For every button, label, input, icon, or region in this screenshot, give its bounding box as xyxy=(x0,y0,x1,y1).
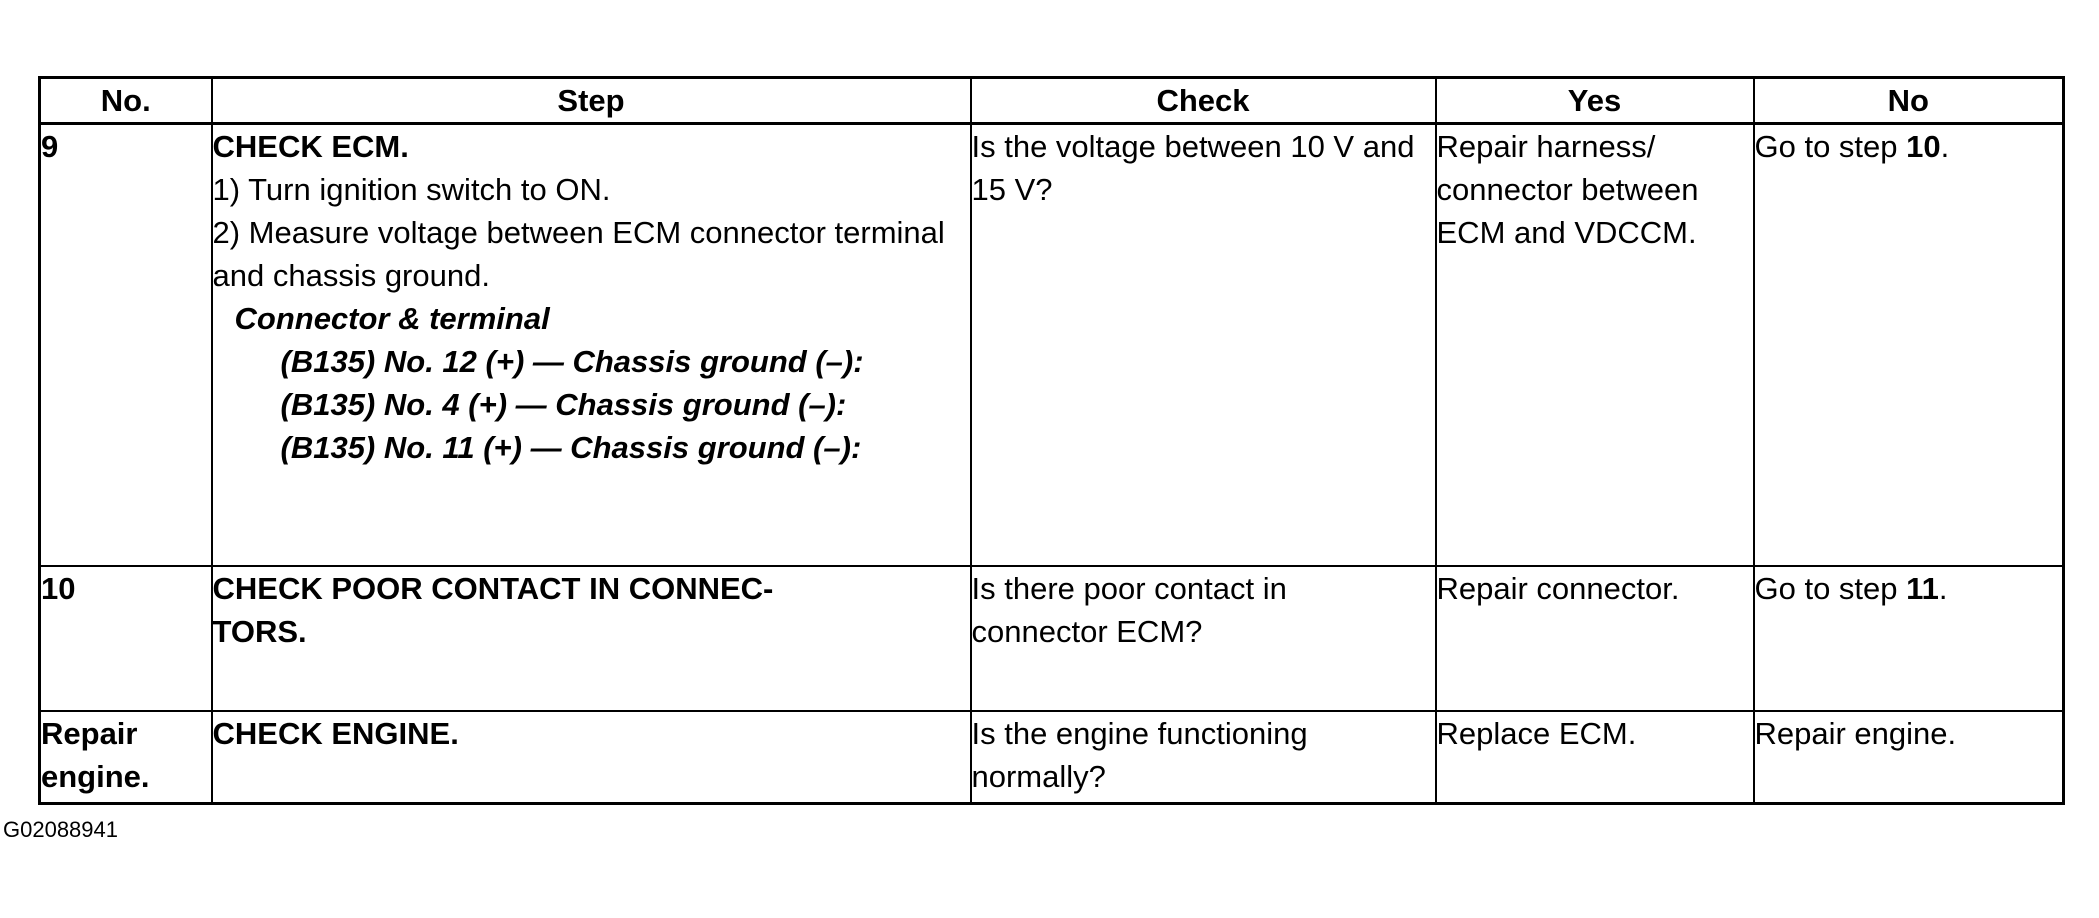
connector-heading: Connector & terminal xyxy=(234,301,550,336)
table-row xyxy=(40,124,2064,567)
step-title: CHECK ENGINE. xyxy=(212,716,459,751)
step-cell xyxy=(212,566,971,711)
yes-cell: Repair harness/ connector between ECM and VDCCM. xyxy=(1436,124,1754,567)
no-action-suffix: . xyxy=(1938,571,1948,606)
no-cell xyxy=(1754,566,2064,711)
yes-cell: Repair connector. xyxy=(1436,566,1754,711)
header-step: Step xyxy=(212,78,971,124)
header-no-result: No xyxy=(1754,78,2064,124)
step-instruction: 2) Measure voltage between ECM connector terminal and chassis ground. xyxy=(212,215,945,293)
step-title: CHECK ECM. xyxy=(212,129,409,164)
check-cell: Is there poor contact in connector ECM? xyxy=(971,566,1436,711)
header-check: Check xyxy=(971,78,1436,124)
connector-item: (B135) No. 4 (+) — Chassis ground (–): xyxy=(280,387,847,422)
step-cell xyxy=(212,124,971,567)
diagnostic-table xyxy=(38,76,2065,805)
step-cell xyxy=(212,711,971,804)
no-action-text: Go to step xyxy=(1754,129,1907,164)
next-step-number: 10 xyxy=(1906,129,1941,164)
check-cell: Is the voltage between 10 V and 15 V? xyxy=(971,124,1436,567)
connector-item: (B135) No. 12 (+) — Chassis ground (–): xyxy=(280,344,864,379)
step-number: 9 xyxy=(40,124,212,567)
header-no: No. xyxy=(40,78,212,124)
no-cell xyxy=(1754,124,2064,567)
next-step-number: 11 xyxy=(1906,571,1939,606)
no-action-text: Go to step xyxy=(1754,571,1907,606)
no-action-suffix: . xyxy=(1940,129,1950,164)
yes-cell: Replace ECM. xyxy=(1436,711,1754,804)
check-cell: Is the engine functioning normally? xyxy=(971,711,1436,804)
table-row xyxy=(40,711,2064,804)
table-header-row xyxy=(40,78,2064,124)
table-row xyxy=(40,566,2064,711)
no-cell: Repair engine. xyxy=(1754,711,2064,804)
figure-id: G02088941 xyxy=(3,817,118,842)
step-number: Repair engine. xyxy=(40,711,212,804)
connector-item: (B135) No. 11 (+) — Chassis ground (–): xyxy=(280,430,862,465)
step-title: CHECK POOR CONTACT IN CONNEC- TORS. xyxy=(212,571,774,649)
step-number: 10 xyxy=(40,566,212,711)
header-yes: Yes xyxy=(1436,78,1754,124)
step-instruction: 1) Turn ignition switch to ON. xyxy=(212,172,611,207)
